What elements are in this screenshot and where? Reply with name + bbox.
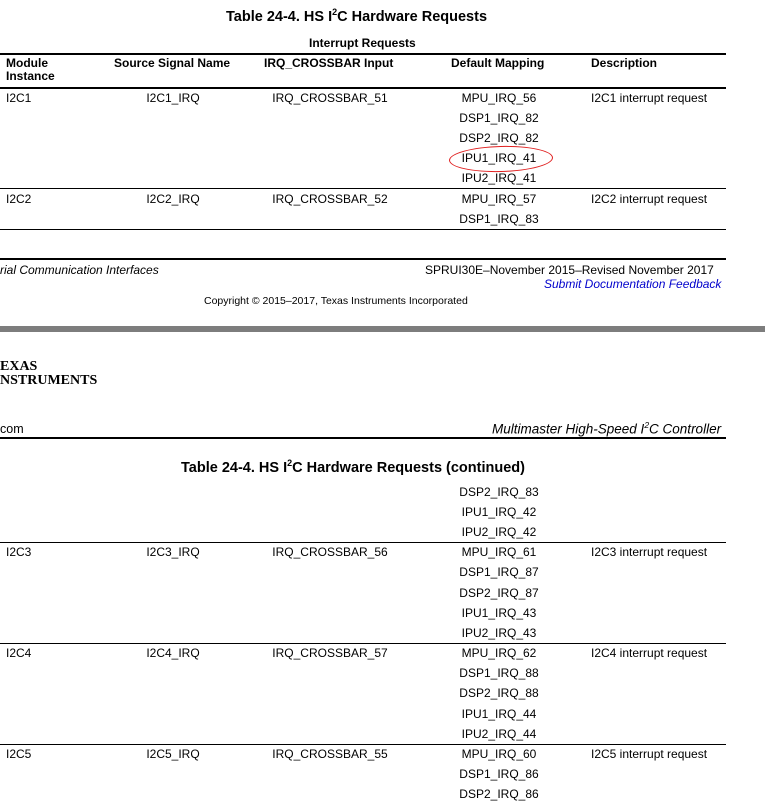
mapping-cell: IPU1_IRQ_43 [461,606,537,620]
url-fragment: com [0,422,24,436]
mapping-cell: DSP1_IRQ_82 [459,111,539,125]
mapping-cell-highlighted: IPU1_IRQ_41 [461,151,537,165]
mapping-cell: DSP2_IRQ_83 [459,485,539,499]
description-cell: I2C4 interrupt request [591,646,708,660]
module-cell: I2C4 [6,646,32,660]
col-description-header: Description [591,56,658,70]
description-cell: I2C3 interrupt request [591,545,708,559]
source-cell: I2C5_IRQ [146,747,200,761]
mapping-cell: IPU2_IRQ_42 [461,525,537,539]
mapping-cell: MPU_IRQ_60 [461,747,537,761]
module-cell: I2C3 [6,545,32,559]
header-rule-top [0,53,726,55]
mapping-cell: DSP1_IRQ_83 [459,212,539,226]
source-cell: I2C3_IRQ [146,545,200,559]
source-cell: I2C2_IRQ [146,192,200,206]
row-rule [0,542,726,543]
col-module-header: Module Instance [6,56,55,83]
mapping-cell: DSP2_IRQ_87 [459,586,539,600]
crossbar-cell: IRQ_CROSSBAR_57 [272,646,388,660]
mapping-cell: IPU2_IRQ_44 [461,727,537,741]
mapping-cell: DSP1_IRQ_88 [459,666,539,680]
mapping-cell: DSP2_IRQ_88 [459,686,539,700]
mapping-cell: DSP1_IRQ_87 [459,565,539,579]
crossbar-cell: IRQ_CROSSBAR_51 [272,91,388,105]
table-title-continued: Table 24-4. HS $I^2C$ Hardware Requests (continued) [181,458,525,476]
row-rule [0,744,726,745]
table-title: Table 24-4. HS $I^2C$ Hardware Requests [226,7,488,25]
row-rule [0,188,726,189]
footer-doc-info: SPRUI30E–November 2015–Revised November 2017 [425,263,714,277]
description-cell: I2C2 interrupt request [591,192,708,206]
mapping-cell: MPU_IRQ_57 [461,192,537,206]
crossbar-cell: IRQ_CROSSBAR_52 [272,192,388,206]
source-cell: I2C1_IRQ [146,91,200,105]
footer-rule [0,258,726,260]
footer-section-name: rial Communication Interfaces [0,263,159,277]
description-cell: I2C5 interrupt request [591,747,708,761]
crossbar-cell: IRQ_CROSSBAR_55 [272,747,388,761]
crossbar-cell: IRQ_CROSSBAR_56 [272,545,388,559]
mapping-cell: MPU_IRQ_56 [461,91,537,105]
mapping-cell: DSP2_IRQ_86 [459,787,539,801]
col-source-header: Source Signal Name [114,56,231,70]
section-title: Multimaster High-Speed $I^2C$ Controller [492,420,722,437]
header-rule-bottom [0,87,726,89]
col-mapping-header: Default Mapping [451,56,545,70]
mapping-cell: DSP2_IRQ_82 [459,131,539,145]
header-rule [0,437,726,439]
mapping-cell: IPU2_IRQ_41 [461,171,537,185]
group-header: Interrupt Requests [309,36,416,50]
mapping-cell: MPU_IRQ_62 [461,646,537,660]
module-cell: I2C1 [6,91,32,105]
ti-logo: EXAS NSTRUMENTS [0,359,98,388]
page-separator [0,326,765,332]
module-cell: I2C2 [6,192,32,206]
copyright-text: Copyright © 2015–2017, Texas Instruments Incorporated [204,295,468,307]
mapping-cell: MPU_IRQ_61 [461,545,537,559]
module-cell: I2C5 [6,747,32,761]
mapping-cell: IPU1_IRQ_44 [461,707,537,721]
mapping-cell: DSP1_IRQ_86 [459,767,539,781]
col-crossbar-header: IRQ_CROSSBAR Input [264,56,394,70]
mapping-cell: IPU1_IRQ_42 [461,505,537,519]
mapping-cell: IPU2_IRQ_43 [461,626,537,640]
table-bottom-rule [0,229,726,230]
source-cell: I2C4_IRQ [146,646,200,660]
row-rule [0,643,726,644]
red-annotation-circle [449,145,554,174]
submit-feedback-link[interactable]: Submit Documentation Feedback [544,277,722,291]
description-cell: I2C1 interrupt request [591,91,708,105]
